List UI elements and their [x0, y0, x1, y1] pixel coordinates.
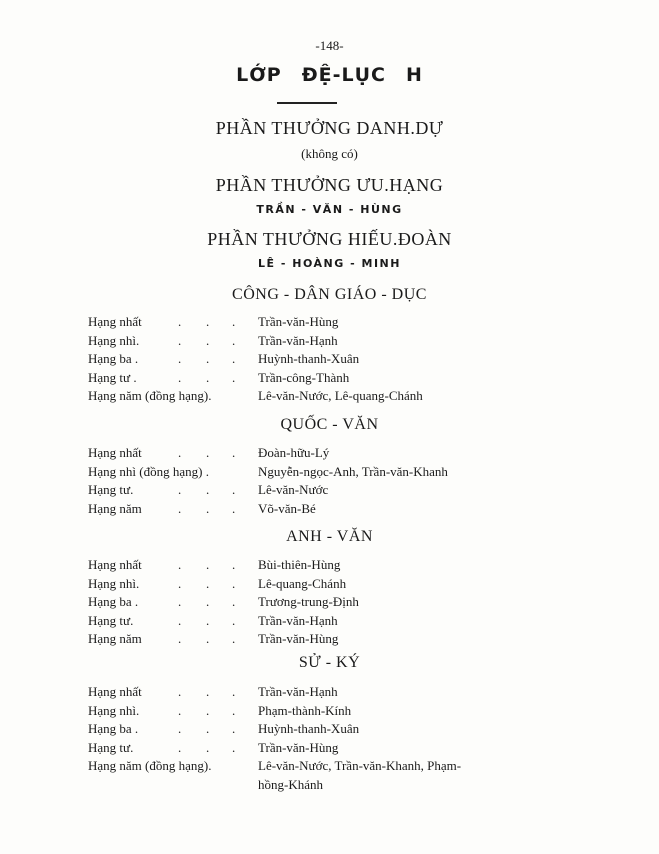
ranking-row — [88, 463, 588, 482]
rank-label: Hạng ba . — [88, 351, 139, 366]
section-title: CÔNG - DÂN GIÁO - DỤC — [232, 286, 427, 303]
rank-label: Hạng tư . — [88, 369, 137, 385]
student-name: Nguyễn-ngọc-Anh, Trần-văn-Khanh — [258, 463, 448, 479]
rank-label: Hạng nhất — [88, 314, 142, 329]
award-heading: PHẦN THƯỞNG DANH.DỰ — [215, 118, 444, 138]
student-name: Trần-văn-Hạnh — [258, 332, 338, 348]
ranking-row — [88, 757, 588, 776]
ranking-row: Hạng nhất . . . Trần-văn-Hùng — [88, 313, 588, 332]
ranking-row: Hạng nhì. . . . Phạm-thành-Kính — [88, 702, 588, 721]
rank-label: Hạng nhì. — [88, 332, 140, 348]
award-recipient: (không có) — [301, 146, 358, 161]
student-name: Trần-văn-Hạnh — [258, 684, 338, 699]
student-name: Lê-văn-Nước, Lê-quang-Chánh — [258, 388, 423, 403]
section-title: SỬ - KÝ — [298, 654, 361, 671]
student-name: Trần-văn-Hùng — [258, 739, 339, 755]
ranking-row: Hạng nhì. . . . Trần-văn-Hạnh — [88, 332, 588, 351]
ranking-row: Hạng ba . . . . Huỳnh-thanh-Xuân — [88, 350, 588, 369]
ranking-row: Hạng tư. . . . Trần-văn-Hùng — [88, 739, 588, 758]
student-name: Trần-công-Thành — [258, 369, 350, 385]
ranking-list — [88, 556, 588, 649]
student-name: Trần-văn-Hùng — [258, 631, 339, 646]
student-name: Võ-văn-Bé — [258, 500, 316, 516]
student-name: Bùi-thiên-Hùng — [258, 557, 341, 572]
section-title: ANH - VĂN — [286, 528, 373, 545]
title-part: H — [406, 64, 423, 86]
section-title: QUỐC - VĂN — [280, 416, 379, 433]
page-number: -148- — [315, 38, 344, 53]
rank-label: Hạng nhì. — [88, 575, 140, 591]
ranking-row: Hạng nhì. . . . Lê-quang-Chánh — [88, 575, 588, 594]
ranking-row — [88, 776, 588, 795]
award-heading: PHẦN THƯỞNG HIẾU.ĐOÀN — [207, 229, 452, 249]
rank-label: Hạng ba . — [88, 594, 139, 609]
title-part: ĐỆ-LỤC — [301, 64, 386, 86]
student-name: Phạm-thành-Kính — [258, 702, 352, 718]
award-recipient: TRẦN - VĂN - HÙNG — [256, 203, 403, 216]
ranking-row: Hạng ba . . . . Huỳnh-thanh-Xuân — [88, 720, 588, 739]
student-name: Huỳnh-thanh-Xuân — [258, 351, 360, 366]
ranking-row: Hạng nhất . . . Đoàn-hữu-Lý — [88, 444, 588, 463]
rank-label: Hạng nhất — [88, 557, 142, 572]
ranking-row: Hạng ba . . . . Trương-trung-Định — [88, 593, 588, 612]
student-name: Trương-trung-Định — [258, 594, 359, 609]
ranking-row: Hạng nhất . . . Trần-văn-Hạnh — [88, 683, 588, 702]
rank-label: Hạng năm (đồng hạng). — [88, 388, 212, 403]
rank-label: Hạng nhất — [88, 445, 142, 460]
ranking-list — [88, 683, 588, 794]
student-name: Huỳnh-thanh-Xuân — [258, 721, 360, 736]
award-heading: PHẦN THƯỞNG ƯU.HẠNG — [215, 175, 444, 195]
student-name: Lê-văn-Nước — [258, 482, 329, 497]
ranking-row: Hạng tư. . . . Lê-văn-Nước — [88, 481, 588, 500]
rank-label: Hạng năm — [88, 631, 142, 646]
ranking-row: Hạng năm . . . Võ-văn-Bé — [88, 500, 588, 519]
rank-label: Hạng tư. — [88, 739, 134, 755]
rank-label: Hạng tư. — [88, 612, 134, 628]
rank-label: Hạng năm (đồng hạng). — [88, 758, 212, 773]
rank-label: Hạng nhì (đồng hạng) . — [88, 463, 209, 479]
ranking-row: Hạng năm . . . Trần-văn-Hùng — [88, 630, 588, 649]
title-divider — [277, 102, 337, 104]
ranking-list — [88, 313, 588, 406]
student-name: Trần-văn-Hạnh — [258, 612, 338, 628]
student-name: Lê-văn-Nước, Trần-văn-Khanh, Phạm- — [258, 758, 462, 773]
ranking-row: Hạng tư . . . . Trần-công-Thành — [88, 369, 588, 388]
page-title — [0, 64, 659, 86]
rank-label: Hạng ba . — [88, 721, 139, 736]
student-name: Đoàn-hữu-Lý — [258, 445, 330, 460]
rank-label: Hạng tư. — [88, 482, 134, 497]
ranking-row: Hạng nhất . . . Bùi-thiên-Hùng — [88, 556, 588, 575]
ranking-row — [88, 387, 588, 406]
award-recipient: LÊ - HOÀNG - MINH — [258, 257, 401, 270]
ranking-list — [88, 444, 588, 518]
rank-label: Hạng nhì. — [88, 702, 140, 718]
rank-label: Hạng nhất — [88, 684, 142, 699]
student-name: Lê-quang-Chánh — [258, 575, 347, 591]
rank-label: Hạng năm — [88, 500, 142, 516]
title-part: LỚP — [236, 64, 282, 86]
student-name: Trần-văn-Hùng — [258, 314, 339, 329]
student-name: hồng-Khánh — [258, 776, 323, 792]
ranking-row: Hạng tư. . . . Trần-văn-Hạnh — [88, 612, 588, 631]
